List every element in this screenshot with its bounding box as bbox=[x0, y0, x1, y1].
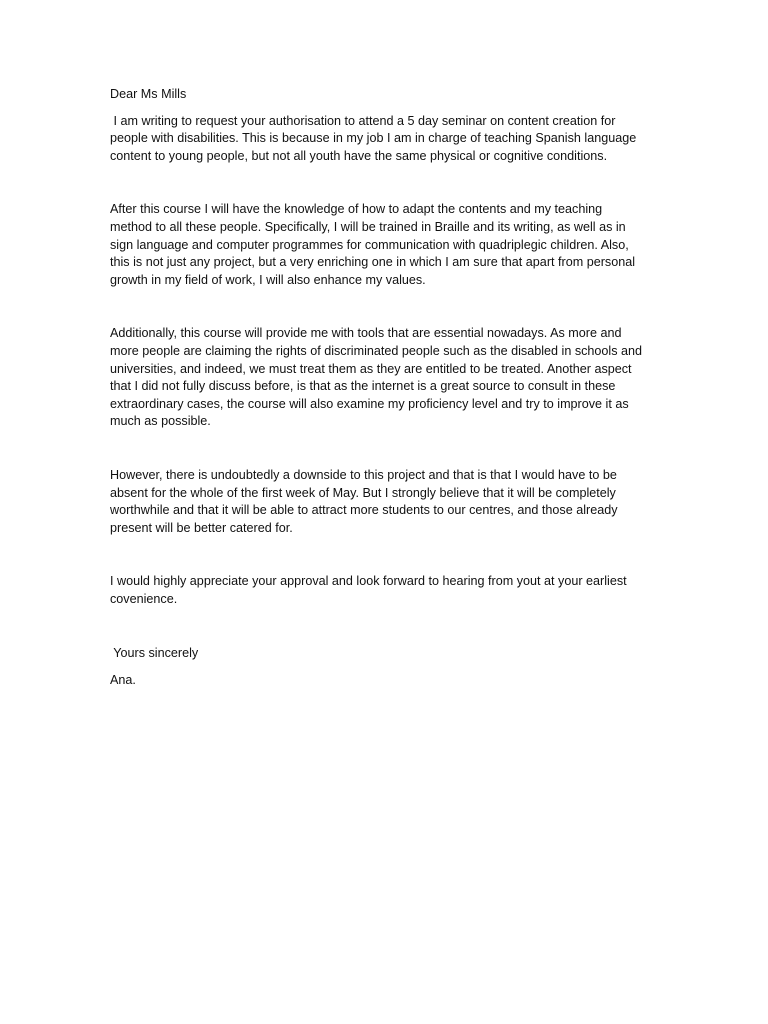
paragraph-line: I am writing to request your authorisation to attend a 5 day seminar on content creation for bbox=[110, 113, 616, 128]
paragraph-line: However, there is undoubtedly a downside to this project and that is that I would have to be bbox=[110, 467, 617, 482]
letter-paragraph-3 bbox=[110, 325, 670, 431]
letter-paragraph-1 bbox=[110, 113, 670, 166]
paragraph-line: worthwhile and that it will be able to attract more students to our centres, and those already bbox=[110, 503, 618, 518]
letter-closing: Yours sincerely bbox=[110, 646, 199, 661]
paragraph-line: growth in my field of work, I will also enhance my values. bbox=[110, 272, 426, 287]
paragraph-line: absent for the whole of the first week of May. But I strongly believe that it will be completely bbox=[110, 485, 616, 500]
paragraph-line: covenience. bbox=[110, 591, 178, 606]
paragraph-line: I would highly appreciate your approval and look forward to hearing from yout at your earliest bbox=[110, 574, 627, 589]
letter-signature: Ana. bbox=[110, 673, 136, 688]
paragraph-line: sign language and computer programmes for communication with quadriplegic children. Also, bbox=[110, 237, 629, 252]
paragraph-line: content to young people, but not all youth have the same physical or cognitive conditions. bbox=[110, 148, 608, 163]
letter-body bbox=[110, 86, 670, 690]
letter-paragraph-4 bbox=[110, 467, 670, 537]
paragraph-line: more people are claiming the rights of discriminated people such as the disabled in schools and bbox=[110, 343, 643, 358]
paragraph-line: present will be better catered for. bbox=[110, 520, 293, 535]
paragraph-line: universities, and indeed, we must treat them as they are entitled to be treated. Another aspect bbox=[110, 361, 632, 376]
paragraph-line: people with disabilities. This is because in my job I am in charge of teaching Spanish language bbox=[110, 131, 637, 146]
letter-paragraph-5 bbox=[110, 573, 670, 608]
paragraph-line: this is not just any project, but a very enriching one in which I am sure that apart from personal bbox=[110, 255, 636, 270]
paragraph-line: method to all these people. Specifically, I will be trained in Braille and its writing, as well as in bbox=[110, 219, 626, 234]
letter-paragraph-2 bbox=[110, 201, 670, 289]
paragraph-line: that I did not fully discuss before, is that as the internet is a great source to consult in these bbox=[110, 379, 616, 394]
paragraph-line: extraordinary cases, the course will also examine my proficiency level and try to improve it as bbox=[110, 396, 629, 411]
paragraph-line: Additionally, this course will provide me with tools that are essential nowadays. As more and bbox=[110, 326, 622, 341]
paragraph-line: much as possible. bbox=[110, 414, 211, 429]
paragraph-line: After this course I will have the knowledge of how to adapt the contents and my teaching bbox=[110, 202, 603, 217]
letter-salutation: Dear Ms Mills bbox=[110, 87, 187, 101]
